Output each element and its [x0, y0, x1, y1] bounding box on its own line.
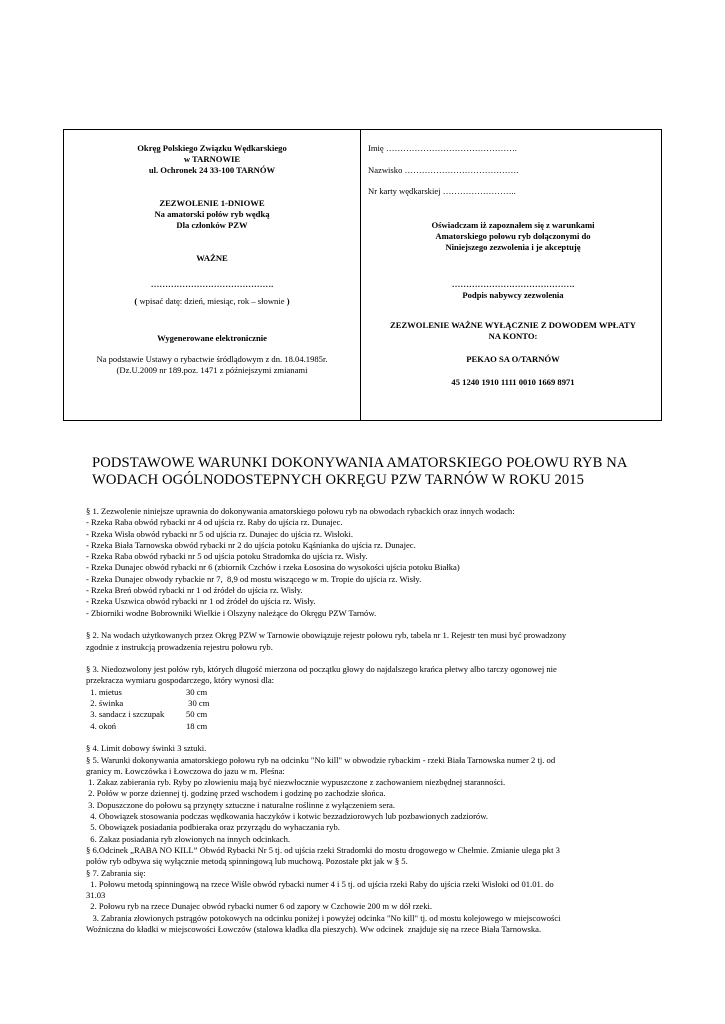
date-field[interactable]: ……………………………………. — [150, 279, 274, 289]
date-hint-close: ) — [286, 296, 290, 306]
section-2-line: zgodnie z instrukcją prowadzenia rejestru połowu ryb. — [86, 641, 273, 652]
bank-account: 45 1240 1910 1111 0010 1669 8971 — [451, 377, 575, 387]
law-line-1: Na podstawie Ustawy o rybactwie śródlądowym z dn. 18.04.1985r. — [96, 354, 328, 364]
permit-subtitle-1: Na amatorski połów ryb wędką — [154, 209, 270, 219]
payment-note-2: NA KONTO: — [488, 331, 538, 341]
org-address: ul. Ochronek 24 33-100 TARNÓW — [148, 165, 276, 175]
first-name-field[interactable]: Imię ………………………………………. — [368, 143, 517, 153]
fish-size: 30 cm — [186, 686, 208, 697]
title-line-2: WODACH OGÓLNODOSTEPNYCH OKRĘGU PZW TARNÓW W ROKU 2015 — [92, 472, 585, 488]
fish-size: 18 cm — [186, 720, 208, 731]
valid-label: WAŻNE — [196, 253, 228, 263]
permit-subtitle-2: Dla członków PZW — [176, 220, 248, 230]
section-1-line: - Rzeka Dunajec obwód rybacki nr 6 (zbiornik Czchów i rzeka Łososina do wysokości ujścia potoku Białka) — [86, 562, 460, 573]
box-divider — [360, 130, 361, 420]
section-1-line: - Rzeka Dunajec obwody rybackie nr 7, 8,9 od mostu wiszącego w m. Tropie do ujścia rz. Wisły. — [86, 573, 422, 584]
conditions-body — [86, 506, 656, 935]
section-3-line: przekracza wymiaru gospodarczego, który wynosi dla: — [86, 675, 275, 686]
rules-line: § 6.Odcinek „RABA NO KILL” Obwód Rybacki Nr 5 tj. od ujścia rzeki Stradomki do mostu drogowego w Chełmie. Zmianie ulega pkt 3 — [86, 844, 560, 855]
generated-label: Wygenerowane elektronicznie — [157, 333, 267, 343]
bank-name: PEKAO SA O/TARNÓW — [466, 354, 560, 364]
org-name: Okręg Polskiego Związku Wędkarskiego — [137, 143, 287, 153]
declaration-line-1: Oświadczam iż zapoznałem się z warunkami — [431, 220, 595, 230]
fish-size: 30 cm — [186, 698, 210, 709]
rules-line: granicy m. Łowczówka i Łowczowa do jazu w m. Pleśna: — [86, 765, 285, 776]
date-hint — [64, 296, 360, 307]
signature-field[interactable]: ……………………………………. — [451, 279, 575, 289]
section-1-line: - Rzeka Wisła obwód rybacki nr 5 od ujścia rz. Dunajec do ujścia rz. Wisłoki. — [86, 528, 353, 539]
fish-size-row — [86, 687, 656, 698]
angler-card-field[interactable]: Nr karty wędkarskiej …………………….. — [368, 186, 516, 196]
signature-label: Podpis nabywcy zezwolenia — [462, 290, 564, 300]
rules-line: § 7. Zabrania się: — [86, 867, 146, 878]
law-line-2: (Dz.U.2009 nr 189.poz. 1471 z późniejszymi zmianami — [116, 365, 308, 375]
rules-line: 1. Połowu metodą spinningową na rzece Wiśle obwód rybacki numer 4 i 5 tj. od ujścia rzeki Raby do ujścia rzeki Wisłoki od 01.01. do — [86, 878, 554, 889]
rules-line: 31.03 — [86, 890, 106, 901]
section-1-line: - Rzeka Raba obwód rybacki nr 5 od ujścia potoku Stradomka do ujścia rz. Wisły. — [86, 551, 368, 562]
rules-line: § 4. Limit dobowy świnki 3 sztuki. — [86, 743, 207, 754]
date-hint-text: wpisać datę: dzień, miesiąc, rok – słownie — [137, 296, 287, 306]
fish-size-row — [86, 721, 656, 732]
section-2-line: § 2. Na wodach użytkowanych przez Okręg PZW w Tarnowie obowiązuje rejestr połowu ryb, tabela nr 1. Rejestr ten musi być prowadzony — [86, 630, 567, 641]
fish-size-row — [86, 698, 656, 709]
payment-note-1: ZEZWOLENIE WAŻNE WYŁĄCZNIE Z DOWODEM WPŁATY — [389, 320, 636, 330]
fish-name: 3. sandacz i szczupak — [86, 709, 165, 720]
section-1-line: - Rzeka Uszwica obwód rybacki nr 1 od źródeł do ujścia rz. Wisły. — [86, 596, 316, 607]
rules-line: 6. Zakaz posiadania ryb złowionych na innych odcinkach. — [86, 833, 291, 844]
declaration-line-3: Niniejszego zezwolenia i je akceptuję — [445, 242, 581, 252]
permit-box — [63, 129, 662, 421]
fish-name: 4. okoń — [86, 720, 117, 731]
org-city: w TARNOWIE — [183, 154, 241, 164]
section-1-line: - Rzeka Breń obwód rybacki nr 1 od źródeł do ujścia rz. Wisły. — [86, 585, 303, 596]
fish-name: 1. mietus — [86, 686, 122, 697]
declaration-line-2: Amatorskiego połowu ryb dołączonymi do — [435, 231, 591, 241]
section-3-line: § 3. Niedozwolony jest połów ryb, których długość mierzona od początku głowy do najdalszego krańca płetwy albo tarczy ogonowej nie — [86, 664, 557, 675]
rules-line: 3. Dopuszczone do połowu są przynęty sztuczne i naturalne roślinne z wyłączeniem sera. — [86, 799, 396, 810]
section-1-line: - Rzeka Raba obwód rybacki nr 4 od ujścia rz. Raby do ujścia rz. Dunajec. — [86, 517, 343, 528]
rules-line: połów ryb odbywa się wyłącznie metodą spinningową lub muchową. Pozostałe pkt jak w § 5. — [86, 856, 408, 867]
rules-line: Woźniczna do kładki w miejscowości Łowczów (stalowa kładka dla pieszych). Ww odcinek znajduje się na rzece Biała Tarnowska. — [86, 923, 542, 934]
section-1-line: § 1. Zezwolenie niniejsze uprawnia do dokonywania amatorskiego połowu ryb na obwodach rybackich oraz innych wodach: — [86, 506, 515, 516]
section-1-line: - Rzeka Biała Tarnowska obwód rybacki nr 2 do ujścia potoku Kąśnianka do ujścia rz. Dunajec. — [86, 539, 416, 550]
rules-line: 3. Zabrania złowionych pstrągów potokowych na odcinku poniżej i powyżej odcinka "No kill" tj. od mostu kolejowego w miejscowości — [86, 912, 561, 923]
section-1-line: - Zbiorniki wodne Bobrowniki Wielkie i Olszyny należące do Okręgu PZW Tarnów. — [86, 607, 377, 618]
fish-size: 50 cm — [186, 709, 208, 720]
date-hint-open: ( — [134, 296, 138, 306]
rules-line: 4. Obowiązek stosowania podczas wędkowania haczyków i kotwic bezzadziorowych lub pozbawionych zadziorów. — [86, 811, 489, 822]
title-line-1: PODSTAWOWE WARUNKI DOKONYWANIA AMATORSKIEGO POŁOWU RYB NA — [92, 455, 628, 471]
rules-line: 2. Połów w porze dziennej tj. godzinę przed wschodem i godzinę po zachodzie słońca. — [86, 788, 386, 799]
rules-line: § 5. Warunki dokonywania amatorskiego połowu ryb na odcinku "No kill" w obwodzie rybackim - rzeki Biała Tarnowska numer 2 tj. od — [86, 754, 556, 765]
rules-line: 2. Połowu ryb na rzece Dunajec obwód rybacki numer 6 od zapory w Czchowie 200 m w dół rzeki. — [86, 901, 433, 912]
permit-title: ZEZWOLENIE 1-DNIOWE — [159, 198, 265, 208]
rules-line: 1. Zakaz zabierania ryb. Ryby po złowieniu mają być niezwłocznie wypuszczone z zachowaniem niezbędnej staranności. — [86, 777, 506, 788]
fish-size-row — [86, 709, 656, 720]
fish-name: 2. świnka — [86, 698, 124, 709]
rules-line: 5. Obowiązek posiadania podbieraka oraz przyrządu do wyhaczania ryb. — [86, 822, 340, 833]
surname-field[interactable]: Nazwisko …………………………………. — [368, 165, 519, 175]
conditions-title — [92, 455, 652, 489]
